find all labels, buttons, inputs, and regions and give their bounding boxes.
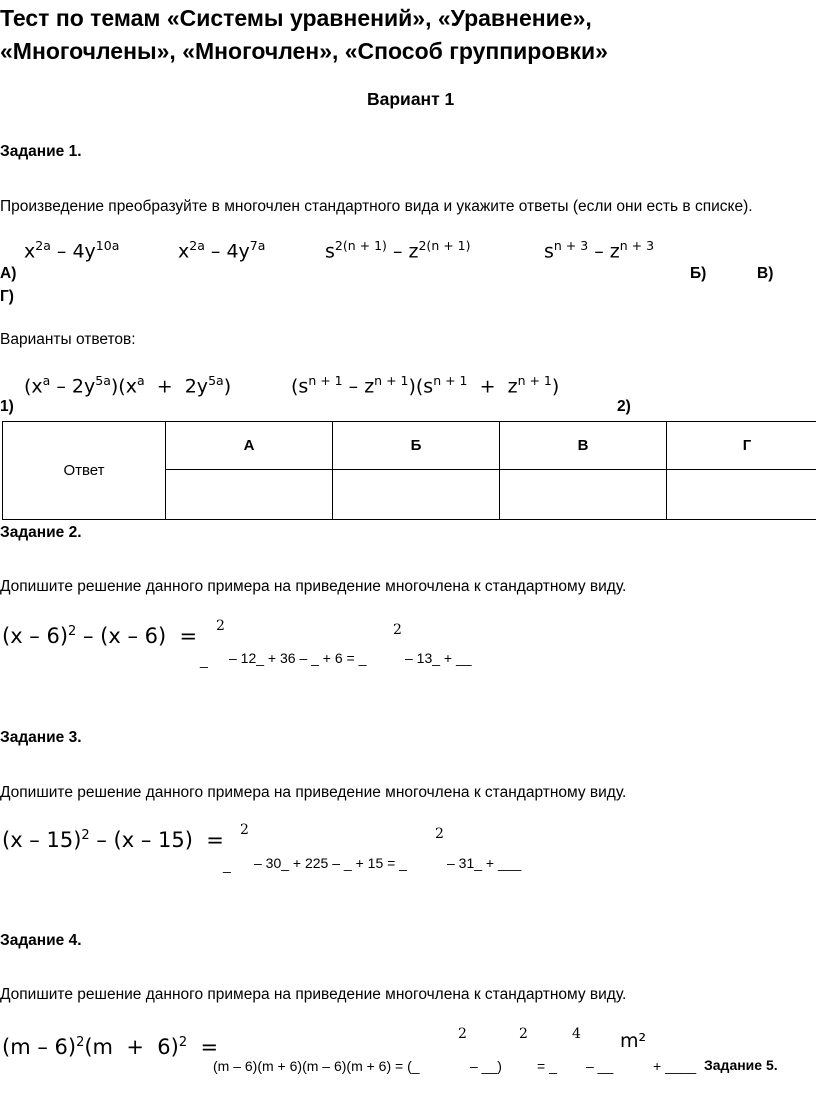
task1-options-heading: Варианты ответов:: [0, 331, 136, 348]
task4-line-d: – __: [586, 1058, 614, 1074]
task4-line-b: – __): [470, 1058, 502, 1074]
task1-instruction: Произведение преобразуйте в многочлен стандартного вида и укажите ответы (если они есть в списке).: [0, 198, 753, 215]
answer-cell-a[interactable]: [166, 470, 333, 520]
answer-col-g: Г: [667, 422, 816, 470]
task2-sup-1: 2: [216, 618, 225, 634]
task1-option-2-label: 2): [617, 398, 631, 415]
answer-row-label: Ответ: [3, 422, 166, 520]
task4-sup-2: 2: [519, 1026, 528, 1042]
task2-expression: (x – 6)$^2$ – (x – 6) =: [2, 624, 198, 648]
task1-expr-b: $x^{2a} - 4y^{7a}$: [178, 238, 266, 263]
task1-label-v: В): [757, 265, 774, 282]
task4-sup-3: 4: [572, 1026, 581, 1042]
task2-heading: Задание 2.: [0, 524, 82, 541]
task3-heading: Задание 3.: [0, 729, 82, 746]
answer-cell-v[interactable]: [500, 470, 667, 520]
task5-heading: Задание 5.: [704, 1057, 778, 1073]
task3-line: – 30_ + 225 – _ + 15 = _: [254, 855, 407, 871]
task1-expr-v: $s^{2(n + 1)} - z^{2(n + 1)}$: [325, 238, 471, 263]
task1-label-g: Г): [0, 288, 14, 305]
answer-cell-g[interactable]: [667, 470, 816, 520]
task2-tail: – 13_ + __: [405, 650, 472, 666]
task3-expression: (x – 15)$^2$ – (x – 15) =: [2, 828, 224, 852]
task1-expr-a: $x^{2a} - 4y^{10a}$: [24, 238, 120, 263]
task1-option-1-label: 1): [0, 398, 14, 415]
task3-sup-1: 2: [240, 822, 249, 838]
task1-label-a: А): [0, 265, 17, 282]
page-title-line2: «Многочлены», «Многочлен», «Способ группировки»: [0, 38, 608, 64]
answer-table: [2, 421, 816, 520]
task1-label-b: Б): [690, 265, 707, 282]
variant-heading: Вариант 1: [367, 89, 455, 109]
task2-instruction: Допишите решение данного примера на приведение многочлена к стандартному виду.: [0, 578, 627, 595]
task3-sup-2: 2: [435, 826, 444, 842]
task4-line-a: (m – 6)(m + 6)(m – 6)(m + 6) = (_: [213, 1058, 420, 1074]
task1-heading: Задание 1.: [0, 143, 82, 160]
task4-heading: Задание 4.: [0, 932, 82, 949]
answer-col-v: В: [500, 422, 667, 470]
answer-col-a: А: [166, 422, 333, 470]
task1-option-1-expr: $(x^a - 2y^{5a})(x^a + 2y^{5a})$: [24, 373, 232, 398]
task1-expr-g: $s^{n + 3} - z^{n + 3}$: [544, 238, 655, 263]
answer-col-b: Б: [333, 422, 500, 470]
task4-expression: $(m - 6)^2(m + 6)^2$ =: [2, 1035, 219, 1059]
task4-line-e: + ____: [653, 1058, 697, 1074]
task4-instruction: Допишите решение данного примера на приведение многочлена к стандартному виду.: [0, 986, 627, 1003]
answer-cell-b[interactable]: [333, 470, 500, 520]
task2-sup-2: 2: [393, 622, 402, 638]
task3-instruction: Допишите решение данного примера на приведение многочлена к стандартному виду.: [0, 784, 627, 801]
page-title-line1: Тест по темам «Системы уравнений», «Уравнение»,: [0, 5, 592, 31]
task4-sup-1: 2: [458, 1026, 467, 1042]
task2-blank: _: [200, 652, 208, 668]
task2-line: – 12_ + 36 – _ + 6 = _: [229, 650, 367, 666]
task1-option-2-expr: $(s^{n + 1} - z^{n + 1})(s^{n + 1} + z^{n + 1})$: [291, 373, 560, 398]
task3-tail: – 31_ + ___: [447, 855, 522, 871]
task3-blank: _: [223, 857, 231, 873]
task4-m-squared: m²: [620, 1030, 647, 1052]
task4-line-c: = _: [537, 1058, 557, 1074]
